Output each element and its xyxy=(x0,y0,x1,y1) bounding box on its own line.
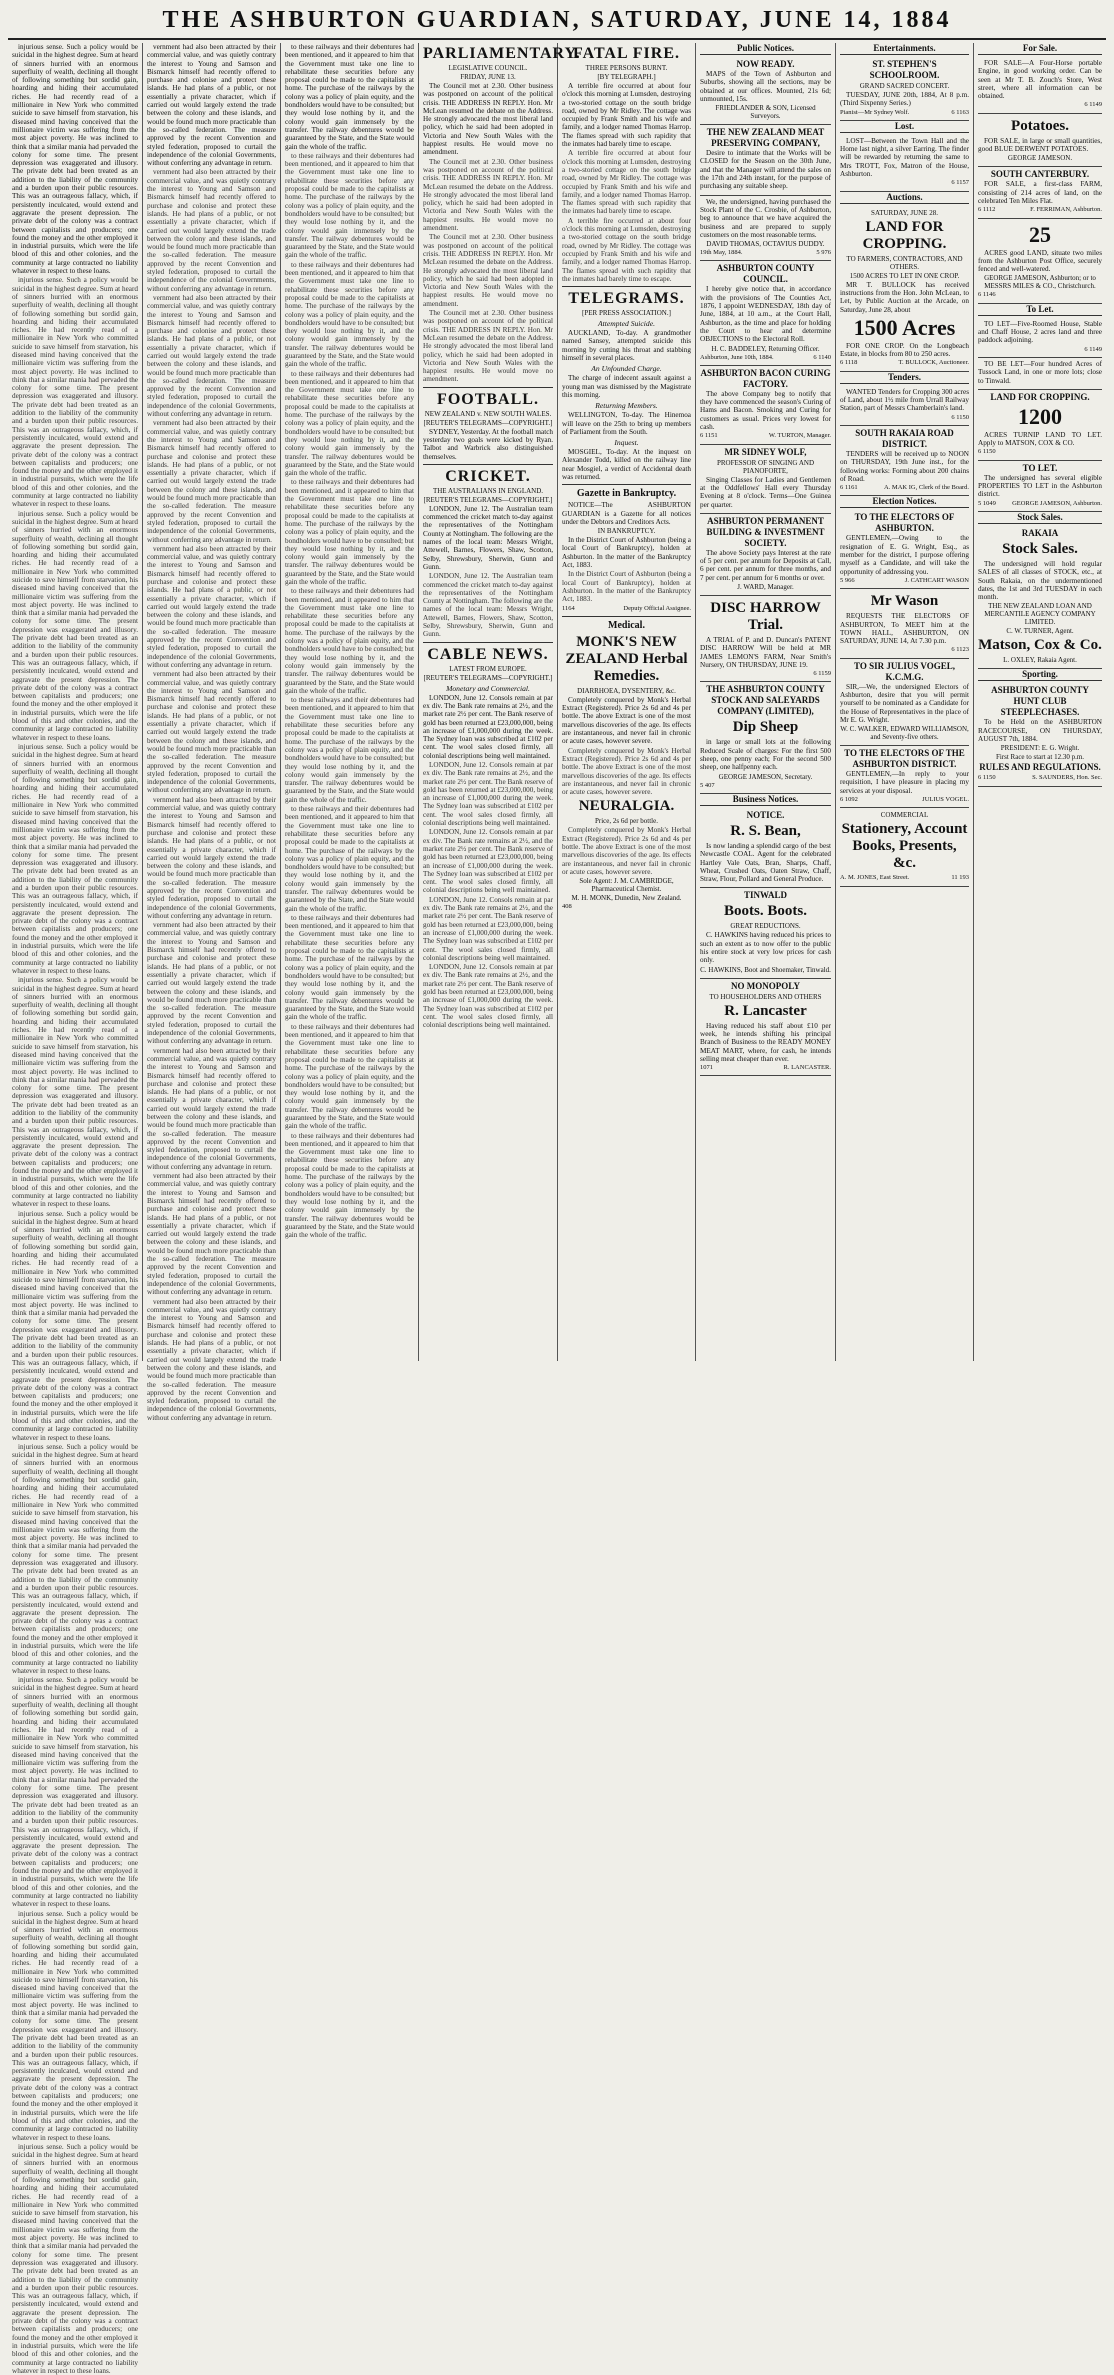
monopoly-title: NO MONOPOLY xyxy=(731,980,800,991)
lancaster-name: R. Lancaster xyxy=(724,1002,807,1019)
auctions-heading: Auctions. xyxy=(840,192,969,204)
maps-text: MAPS of the Town of Ashburton and Suburbs, showing all the sections, may be obtained at our offices. Mounted, 21s 6d; unmounted, 15s. xyxy=(700,70,831,103)
canterbury-ad xyxy=(978,167,1102,218)
column-1 xyxy=(8,43,143,2375)
hunt-no: 6 1150 xyxy=(978,774,996,782)
article-continued: injurious sense. Such a policy would be suicidal in the highest degree. Sum at heard of sinners hurried with an enormous superfluity of wealth, declining all thought of following something but sordid gain, hoarding and hiding their accumulated riches. He had recently read of a millionaire in New York who committed suicide to save himself from starvation, his diseased mind having conceived that the millionaire victim was suffering from the most abject poverty. He was inclined to think that a similar mania had pervaded the colony for some time. The present depression was exaggerated and illusory. The private debt had been treated as an addition to the liability of the community and a burden upon their public resources. This was an outrageous fallacy, which, if persistently inculcated, would extend and aggravate the present depression. The private debt of the colony was a contract between capitalists and producers; one found the money and the other employed it in industrial pursuits, which were the life blood of this and other colonies, and the community at large contracted no liability whatever in respect to these loans. xyxy=(12,1676,138,1909)
bean-text: Is now landing a splendid cargo of the best Newcastle COAL. Agent for the celebrated Hartley Vale Oats, Bran, Sharps, Chaff, Wheat, Crushed Oats, Oaten Straw, Chaff, Straw, Flour, Pollard and General Produce. xyxy=(700,841,831,884)
football-sub: NEW ZEALAND v. NEW SOUTH WALES. xyxy=(424,409,552,418)
article-continued: vernment had also been attracted by their commercial value, and was quietly contrary the interest to Young and Samson and Bismarck himself had recently offered to purchase and colonise and protect these islands. He had plans of a public, or not essentially a private character, which if carried out would largely extend the trade between the colony and these islands, and would be found much more practicable than the so-called federation. The measure approved by the recent Convention and styled federation, proposed to curtail the independence of the colonial Governments, without conferring any advantage in return. xyxy=(147,419,276,544)
meat-ad xyxy=(700,125,831,195)
medical-body: Completely conquered by Monk's Herbal Extract (Registered). Price 2s 6d and 4s per bottle. The above Extract is one of the most marvellous discoveries of the age. Its effects are instantaneous, and never fail in chronic or acute cases, however severe. xyxy=(562,695,691,746)
fire-sub: THREE PERSONS BURNT. xyxy=(585,64,668,72)
county-council-sign: H. C. BADDELEY, Returning Officer. xyxy=(711,344,820,353)
cropping-ad xyxy=(978,390,1102,461)
article-continued: injurious sense. Such a policy would be suicidal in the highest degree. Sum at heard of sinners hurried with an enormous superfluity of wealth, declining all thought of following something but sordid gain, hoarding and hiding their accumulated riches. He had recently read of a millionaire in New York who committed suicide to save himself from starvation, his diseased mind having conceived that the millionaire victim was suffering from the most abject poverty. He was inclined to think that a similar mania had pervaded the colony for some time. The present depression was exaggerated and illusory. The private debt had been treated as an addition to the liability of the community and a burden upon their public resources. This was an outrageous fallacy, which, if persistently inculcated, would extend and aggravate the present depression. The private debt of the colony was a contract between capitalists and producers; one found the money and the other employed it in industrial pursuits, which were the life blood of this and other colonies, and the community at large contracted no liability whatever in respect to these loans. xyxy=(12,509,138,742)
canterbury-sign: F. FERRIMAN, Ashburton. xyxy=(1030,206,1102,214)
vogel-reply-ad xyxy=(840,746,969,808)
divider xyxy=(423,464,553,465)
column-3 xyxy=(281,43,419,1361)
column-5 xyxy=(558,43,696,1361)
stationery-title: COMMERCIAL xyxy=(880,811,929,820)
hunt-title: ASHBURTON COUNTY HUNT CLUB STEEPLECHASES. xyxy=(991,685,1089,718)
bean-notice: NOTICE. xyxy=(746,809,785,820)
cable-continued: LONDON, June 12. Consols remain at par ex div. The Bank rate remains at 2½, and the market rate 2½ per cent. The Bank reserve of gold has been returned at £23,000,000, being an increase of £1,000,000 during the week. The Sydney loan was subscribed at £102 per cent. The wool sales closed firmly, all colonial descriptions being well maintained. xyxy=(423,761,553,828)
hunt-first-race: First Race to start at 12.30 p.m. xyxy=(995,753,1085,762)
telegrams-credit: [PER PRESS ASSOCIATION.] xyxy=(582,309,671,318)
county-council-text: I hereby give notice that, in accordance with the provisions of The Counties Act, 1876, I appoint WEDNESDAY, 18th day of June, 1884, at 10 a.m., at the Court Hall, Ashburton, as the time and place for holding the Court to hear and determine OBJECTIONS to the Electoral Roll. xyxy=(700,285,831,344)
vogel-requisition-ad xyxy=(840,659,969,746)
telegram-body: The charge of indecent assault against a young man was dismissed by the Magistrate this morning. xyxy=(562,374,691,399)
tenders-heading: Tenders. xyxy=(840,372,969,384)
stock-plant-date: 19th May, 1884. xyxy=(700,249,743,257)
bacon-ad xyxy=(700,366,831,445)
fire-continued: A terrible fire occurred at about four o'clock this morning at Lumsden, destroying a two-storied cottage on the south bridge road, owned by Mr Ridley. The cottage was occupied by Frank Smith and his wife and family, and a lodger named Thomas Harrop. The flames spread with such rapidity that the inmates had barely time to escape. xyxy=(562,149,691,216)
acres-ad xyxy=(978,219,1102,304)
cable-continued: LONDON, June 12. Consols remain at par ex div. The Bank rate remains at 2½, and the market rate 2½ per cent. The Bank reserve of gold has been returned at £23,000,000, being an increase of £1,000,000 during the week. The Sydney loan was subscribed at £102 per cent. The wool sales closed firmly, all colonial descriptions being well maintained. xyxy=(423,828,553,895)
boots-name: Boots. Boots. xyxy=(724,903,807,920)
public-notices-heading: Public Notices. xyxy=(700,43,831,55)
cable-continued: LONDON, June 12. Consols remain at par ex div. The Bank rate remains at 2½, and the market rate 2½ per cent. The Bank reserve of gold has been returned at £23,000,000, being an increase of £1,000,000 during the week. The Sydney loan was subscribed at £102 per cent. The wool sales closed firmly, all colonial descriptions being well maintained. xyxy=(423,963,553,1030)
telegram-title: An Unfounded Charge. xyxy=(591,364,662,374)
stationery-sign: A. M. JONES, East Street. xyxy=(840,874,910,882)
stock-sales-text: The undersigned will hold regular SALES of all classes of STOCK, etc., at South Rakaia, on the undermentioned dates, the 1st and 3rd TUESDAY in each month. xyxy=(978,559,1102,602)
potatoes-ad xyxy=(978,114,1102,168)
cable-body: LONDON, June 12. Consols remain at par ex div. The Bank rate remains at 2½, and the market rate 2½ per cent. The Bank reserve of gold has been returned at £23,000,000, being an increase of £1,000,000 during the week. The Sydney loan was subscribed at £102 per cent. The wool sales closed firmly, all colonial descriptions being well maintained. xyxy=(423,693,553,760)
lost-no: 6 1157 xyxy=(951,179,969,187)
medical-footer xyxy=(562,903,691,911)
saleyards-ad xyxy=(700,682,831,793)
vogel-title: TO SIR JULIUS VOGEL, K.C.M.G. xyxy=(853,660,956,682)
entertainments-heading: Entertainments. xyxy=(840,43,969,55)
parliament-date: FRIDAY, JUNE 13. xyxy=(460,73,516,81)
cropping-title: LAND FOR CROPPING. xyxy=(990,391,1090,402)
medical-proprietor: M. H. MONK, Dunedin, New Zealand. xyxy=(571,894,682,903)
gazette-text: NOTICE—The ASHBURTON GUARDIAN is a Gazette for all notices under the Debtors and Creditors Acts. xyxy=(562,501,691,526)
football-heading: FOOTBALL. xyxy=(437,390,539,408)
rakaia-title: RAKAIA xyxy=(1021,527,1059,538)
properties-ad xyxy=(978,461,1102,512)
football-credit: [REUTER'S TELEGRAMS—COPYRIGHT.] xyxy=(423,418,553,427)
matson-sign: L. OXLEY, Rakaia Agent. xyxy=(1003,656,1077,665)
cable-sub: LATEST FROM EUROPE. xyxy=(449,664,527,673)
divider xyxy=(562,484,691,485)
maps-title: NOW READY. xyxy=(736,59,795,69)
bean-ad xyxy=(700,808,831,888)
hunt-rules: RULES AND REGULATIONS. xyxy=(979,762,1101,773)
article-continued: injurious sense. Such a policy would be suicidal in the highest degree. Sum at heard of sinners hurried with an enormous superfluity of wealth, declining all thought of following something but sordid gain, hoarding and hiding their accumulated riches. He had recently read of a millionaire in New York who committed suicide to save himself from starvation, his diseased mind having conceived that the millionaire victim was suffering from the most abject poverty. He was inclined to think that a similar mania had pervaded the colony for some time. The present depression was exaggerated and illusory. The private debt had been treated as an addition to the liability of the community and a burden upon their public resources. This was an outrageous fallacy, which, if persistently inculcated, would extend and aggravate the present depression. The private debt of the colony was a contract between capitalists and producers; one found the money and the other employed it in industrial pursuits, which were the life blood of this and other colonies, and the community at large contracted no liability whatever in respect to these loans. xyxy=(12,2142,138,2375)
saleyards-title: THE ASHBURTON COUNTY STOCK AND SALEYARDS COMPANY (LIMITED), xyxy=(706,684,825,717)
wason-meeting-ad xyxy=(840,589,969,658)
article-continued: vernment had also been attracted by their commercial value, and was quietly contrary the interest to Young and Samson and Bismarck himself had recently offered to purchase and colonise and protect these islands. He had plans of a public, or not essentially a private character, which if carried out would largely extend the trade between the colony and these islands, and would be found much more practicable than the so-called federation. The measure approved by the recent Convention and styled federation, proposed to curtail the independence of the colonial Governments, without conferring any advantage in return. xyxy=(147,921,276,1046)
gazette-heading: Gazette in Bankruptcy. xyxy=(576,488,677,500)
tolet-house-no: 6 1149 xyxy=(1084,345,1102,353)
auction-sign: T. BULLOCK, Auctioneer. xyxy=(898,359,969,367)
wason-text: REQUESTS THE ELECTORS OF ASHBURTON, To MEET him at the TOWN HALL, ASHBURTON, ON SATURDAY, JUNE 14, At 7.30 p.m. xyxy=(840,612,969,646)
gazette-sub: IN BANKRUPTCY. xyxy=(597,527,656,536)
matson-cox: Matson, Cox & Co. xyxy=(978,637,1102,654)
telegram-title: Returning Members. xyxy=(595,401,658,411)
parliament-continued: The Council met at 2.30. Other business was postponed on account of the political crisis. THE ADDRESS IN REPLY. Hon. Mr McLean resumed the debate on the Address. He strongly advocated the most liberal land policy, which he said had been adopted in Victoria and New South Wales with the happiest results. He would move no amendment. xyxy=(423,233,553,308)
lancaster-ad xyxy=(700,979,831,1077)
concert-title: ST. STEPHEN'S SCHOOLROOM. xyxy=(869,59,940,80)
lost-text: LOST—Between the Town Hall and the Home last night, a silver Earring. The finder will be rewarded by returning the same to Mrs TROTT, Fox, Matron of the House, Ashburton. xyxy=(840,136,969,179)
gazette-no: 1164 xyxy=(562,604,575,612)
telegram-body: AUCKLAND, To-day. A grandmother named Sansey, attempted suicide this morning by cutting his throat and stabbing himself in several places. xyxy=(562,329,691,363)
building-society-title: ASHBURTON PERMANENT BUILDING & INVESTMENT SOCIETY. xyxy=(706,515,825,548)
medical-title: MONK'S NEW ZEALAND Herbal Remedies. xyxy=(565,633,688,684)
auction-text: MR T. BULLOCK has received instructions from the Hon. John McLean, to Let, by Public Auction at the Arcade, on Saturday, June 28, about xyxy=(840,280,969,314)
divider xyxy=(562,286,691,287)
engine-ad xyxy=(978,57,1102,114)
medical-body-continued: Completely conquered by Monk's Herbal Extract (Registered). Price 2s 6d and 4s per bottle. The above Extract is one of the most marvellous discoveries of the age. Its effects are instantaneous, and never fail in chronic or acute cases, however severe. xyxy=(562,746,691,797)
rakaia-road-text: TENDERS will be received up to NOON on THURSDAY, 19th June inst., for the following works: Forming about 200 chains of Road. xyxy=(840,449,969,483)
cable-credit: [REUTER'S TELEGRAMS—COPYRIGHT.] xyxy=(423,673,553,682)
to-let-heading: To Let. xyxy=(978,304,1102,316)
county-council-no: 6 1140 xyxy=(813,353,831,361)
gazette-signature: Deputy Official Assignee. xyxy=(623,604,691,612)
vogel-reply-sign: JULIUS VOGEL. xyxy=(922,796,969,804)
medical-agent: Sole Agent: J. M. CAMBRIDGE, Pharmaceutical Chemist. xyxy=(579,877,674,894)
column-6 xyxy=(696,43,836,1361)
bacon-text: The above Company beg to notify that they have commenced the season's Curing of Hams and Bacon. Smoking and Curing for customers as usual. Prices very lowest for cash. xyxy=(700,389,831,432)
canterbury-title: SOUTH CANTERBURY. xyxy=(990,169,1090,180)
tolet-tussock-text: TO BE LET—Four hundred Acres of Tussock Land, in one or more lots; close to Tinwald. xyxy=(978,359,1102,385)
medical-sub: DIARRHOEA, DYSENTERY, &c. xyxy=(577,686,676,695)
wason-title: Mr Wason xyxy=(870,593,939,610)
divider xyxy=(423,642,553,643)
potatoes-text: FOR SALE, in large or small quantities, good BLUE DERWENT POTATOES. xyxy=(978,136,1102,154)
disc-harrow-title: DISC HARROW Trial. xyxy=(710,599,821,633)
article-continued: vernment had also been attracted by their commercial value, and was quietly contrary the interest to Young and Samson and Bismarck himself had recently offered to purchase and colonise and protect these islands. He had plans of a public, or not essentially a private character, which if carried out would largely extend the trade between the colony and these islands, and would be found much more practicable than the so-called federation. The measure approved by the recent Convention and styled federation, proposed to curtail the independence of the colonial Governments, without conferring any advantage in return. xyxy=(147,293,276,419)
sporting-heading: Sporting. xyxy=(978,669,1102,681)
cable-continued: LONDON, June 12. Consols remain at par ex div. The Bank rate remains at 2½, and the market rate 2½ per cent. The Bank reserve of gold has been returned at £23,000,000, being an increase of £1,000,000 during the week. The Sydney loan was subscribed at £102 per cent. The wool sales closed firmly, all colonial descriptions being well maintained. xyxy=(423,895,553,962)
cricket-heading: CRICKET. xyxy=(445,467,531,485)
cricket-body: LONDON, June 12. The Australian team commenced the cricket match to-day against the representatives of the Nottingham County at Nottingham. The following are the names of the local team: Messrs Wright, Attewell, Barnes, Flowers, Shaw, Scotton, Selby, Shrewsbury, Sherwin, Gunn and Gunn. xyxy=(423,504,553,571)
fire-credit: [BY TELEGRAPH.] xyxy=(597,73,656,81)
article-continued: to these railways and their debentures had been mentioned, and it appeared to him that the Government must take one line to rehabilitate these securities before any proposal could be made to the capitalists at home. The purchase of the railways by the colony was a policy of plain equity, and the bondholders would have to be consulted; but they would lose nothing by it, and the colony would gain immensely by the transfer. The railway debentures would be guaranteed by the State, and the State would gain the whole of the traffic. xyxy=(285,1131,414,1240)
wolf-ad xyxy=(700,445,831,514)
boots-sign: C. HAWKINS, Boot and Shoemaker, Tinwald. xyxy=(700,965,831,974)
acres-number: 25 xyxy=(1029,221,1051,247)
divider xyxy=(423,387,553,388)
telegram-body: WELLINGTON, To-day. The Hinemoa will leave on the 25th to bring up members of Parliament from the South. xyxy=(562,411,691,436)
monopoly-sub: TO HOUSEHOLDERS AND OTHERS xyxy=(709,992,822,1001)
article-continued: injurious sense. Such a policy would be suicidal in the highest degree. Sum at heard of sinners hurried with an enormous superfluity of wealth, declining all thought of following something but sordid gain, hoarding and hiding their accumulated riches. He had recently read of a millionaire in New York who committed suicide to save himself from starvation, his diseased mind having conceived that the millionaire victim was suffering from the most abject poverty. He was inclined to think that a similar mania had pervaded the colony for some time. The present depression was exaggerated and illusory. The private debt had been treated as an addition to the liability of the community and a burden upon their public resources. This was an outrageous fallacy, which, if persistently inculcated, would extend and aggravate the present depression. The private debt of the colony was a contract between capitalists and producers; one found the money and the other employed it in industrial pursuits, which were the life blood of this and other colonies, and the community at large contracted no liability whatever in respect to these loans. xyxy=(12,1442,138,1675)
properties-sign: GEORGE JAMESON, Ashburton. xyxy=(1012,499,1102,507)
meat-text: Desire to intimate that the Works will be CLOSED for the Season on the 30th June, and that the Manager will attend the sales on the 17th and 24th instant, for the purpose of purchasing any suitable sheep. xyxy=(700,149,831,191)
article-continued: vernment had also been attracted by their commercial value, and was quietly contrary the interest to Young and Samson and Bismarck himself had recently offered to purchase and colonise and protect these islands. He had plans of a public, or not essentially a private character, which if carried out would largely extend the trade between the colony and these islands, and would be found much more practicable than the so-called federation. The measure approved by the recent Convention and styled federation, proposed to curtail the independence of the colonial Governments, without conferring any advantage in return. xyxy=(147,1046,276,1171)
telegram-title: Attempted Suicide. xyxy=(598,319,655,329)
tenders-no: 6 1150 xyxy=(951,413,969,421)
article-continued: to these railways and their debentures had been mentioned, and it appeared to him that the Government must take one line to rehabilitate these securities before any proposal could be made to the capitalists at home. The purchase of the railways by the colony was a policy of plain equity, and the bondholders would have to be consulted; but they would lose nothing by it, and the colony would gain immensely by the transfer. The railway debentures would be guaranteed by the State, and the State would gain the whole of the traffic. xyxy=(285,587,414,695)
neuralgia-price: Price, 2s 6d per bottle. xyxy=(595,817,658,826)
article-continued: to these railways and their debentures had been mentioned, and it appeared to him that the Government must take one line to rehabilitate these securities before any proposal could be made to the capitalists at home. The purchase of the railways by the colony was a policy of plain equity, and the bondholders would have to be consulted; but they would lose nothing by it, and the colony would gain immensely by the transfer. The railway debentures would be guaranteed by the State, and the State would gain the whole of the traffic. xyxy=(285,805,414,913)
auction-text2: FOR ONE CROP. On the Longbeach Estate, in blocks from 80 to 250 acres. xyxy=(840,341,969,359)
cricket-sub: THE AUSTRALIANS IN ENGLAND. xyxy=(432,486,544,495)
vogel-text: SIR,—We, the undersigned Electors of Ashburton, desire that you will permit yourself to be nominated as a Candidate for the House of Representatives in the place of Mr E. G. Wright. xyxy=(840,682,969,724)
building-society-ad xyxy=(700,514,831,596)
hunt-text: To be Held on the ASHBURTON RACECOURSE, ON THURSDAY, AUGUST 7th, 1884. xyxy=(978,718,1102,743)
potatoes-sign: GEORGE JAMESON. xyxy=(1007,154,1073,163)
cropping-no: 6 1150 xyxy=(978,448,996,456)
parliament-body: The Council met at 2.30. Other business was postponed on account of the political crisis. THE ADDRESS IN REPLY. Hon. Mr McLean resumed the debate on the Address. He strongly advocated the most liberal land policy, which he said had been adopted in Victoria and New South Wales with the happiest results. He would move no amendment. xyxy=(423,82,553,157)
masthead: THE ASHBURTON GUARDIAN, SATURDAY, JUNE 14, 1884 xyxy=(8,6,1106,40)
bean-name: R. S. Bean, xyxy=(730,822,801,839)
hunt-president: PRESIDENT: E. G. Wright. xyxy=(1000,744,1080,753)
cropping-auction-ad xyxy=(840,206,969,372)
boots-text: C. HAWKINS having reduced his prices to such an extent as to now offer to the public his entire stock at very low prices for cash only. xyxy=(700,931,831,965)
rakaia-stock-ad xyxy=(978,526,1102,669)
article-continued: to these railways and their debentures had been mentioned, and it appeared to him that the Government must take one line to rehabilitate these securities before any proposal could be made to the capitalists at home. The purchase of the railways by the colony was a policy of plain equity, and the bondholders would have to be consulted; but they would lose nothing by it, and the colony would gain immensely by the transfer. The railway debentures would be guaranteed by the State, and the State would gain the whole of the traffic. xyxy=(285,478,414,586)
article-continued: to these railways and their debentures had been mentioned, and it appeared to him that the Government must take one line to rehabilitate these securities before any proposal could be made to the capitalists at home. The purchase of the railways by the colony was a policy of plain equity, and the bondholders would have to be consulted; but they would lose nothing by it, and the colony would gain immensely by the transfer. The railway debentures would be guaranteed by the State, and the State would gain the whole of the traffic. xyxy=(285,1022,414,1131)
column-7 xyxy=(836,43,974,1361)
telegram-body: MOSGIEL, To-day. At the inquest on Alexander Todd, killed on the railway line near Mosgiel, a verdict of Accidental death was returned. xyxy=(562,448,691,481)
canterbury-text: FOR SALE, a first-class FARM, consisting of 214 acres of land, on the celebrated Ten Miles Flat. xyxy=(978,180,1102,205)
electors-title: TO THE ELECTORS OF ASHBURTON. xyxy=(854,512,955,534)
election-heading: Election Notices. xyxy=(840,496,969,508)
article-continued: to these railways and their debentures had been mentioned, and it appeared to him that the Government must take one line to rehabilitate these securities before any proposal could be made to the capitalists at home. The purchase of the railways by the colony was a policy of plain equity, and the bondholders would have to be consulted; but they would lose nothing by it, and the colony would gain immensely by the transfer. The railway debentures would be guaranteed by the State, and the State would gain the whole of the traffic. xyxy=(285,260,414,369)
article-continued: injurious sense. Such a policy would be suicidal in the highest degree. Sum at heard of sinners hurried with an enormous superfluity of wealth, declining all thought of following something but sordid gain, hoarding and hiding their accumulated riches. He had recently read of a millionaire in New York who committed suicide to save himself from starvation, his diseased mind having conceived that the millionaire victim was suffering from the most abject poverty. He was inclined to think that a similar mania had pervaded the colony for some time. The present depression was exaggerated and illusory. The private debt had been treated as an addition to the liability of the community and a burden upon their public resources. This was an outrageous fallacy, which, if persistently inculcated, would extend and aggravate the present depression. The private debt of the colony was a contract between capitalists and producers; one found the money and the other employed it in industrial pursuits, which were the life blood of this and other colonies, and the community at large contracted no liability whatever in respect to these loans. xyxy=(12,276,138,509)
medical-body-continued: Completely conquered by Monk's Herbal Extract (Registered). Price 2s 6d and 4s per bottle. The above Extract is one of the most marvellous discoveries of the age. Its effects are instantaneous, and never fail in chronic or acute cases, however severe. xyxy=(562,826,691,876)
article-body: vernment had also been attracted by their commercial value, and was quietly contrary the interest to Young and Samson and Bismarck himself had recently offered to purchase and colonise and protect these islands. He had plans of a public, or not essentially a private character, which if carried out would largely extend the trade between the colony and these islands, and would be found much more practicable than the so-called federation. The measure approved by the recent Convention and styled federation, proposed to curtail the independence of the colonial Governments, without conferring any advantage in return. xyxy=(147,43,276,168)
boots-ad xyxy=(700,888,831,978)
auction-sub2: 1500 ACRES TO LET IN ONE CROP. xyxy=(849,271,960,280)
nz-loan: THE NEW ZEALAND LOAN AND MERCANTILE AGENCY COMPANY LIMITED. xyxy=(984,602,1096,627)
electors-sign: J. CATHCART WASON xyxy=(904,576,969,584)
cable-heading: CABLE NEWS. xyxy=(427,645,549,663)
lancaster-no: 1071 xyxy=(700,1064,713,1072)
acres-text: ACRES good LAND, situate two miles from the Ashburton Post Office, securely fenced and well-watered. xyxy=(978,248,1102,274)
stationery-no: 11 193 xyxy=(951,874,969,882)
bacon-sign: W. TURTON, Manager. xyxy=(768,432,831,440)
bacon-no: 6 1151 xyxy=(700,432,718,440)
column-2 xyxy=(143,43,281,1422)
saleyards-no: 5 407 xyxy=(700,781,715,789)
article-continued: vernment had also been attracted by their commercial value, and was quietly contrary the interest to Young and Samson and Bismarck himself had recently offered to purchase and colonise and protect these islands. He had plans of a public, or not essentially a private character, which if carried out would largely extend the trade between the colony and these islands, and would be found much more practicable than the so-called federation. The measure approved by the recent Convention and styled federation, proposed to curtail the independence of the colonial Governments, without conferring any advantage in return. xyxy=(147,1297,276,1422)
rakaia-road-sign: A. MAK IG, Clerk of the Board. xyxy=(883,484,969,492)
properties-no: 5 1049 xyxy=(978,499,996,507)
divider xyxy=(562,616,691,617)
article-continued: injurious sense. Such a policy would be suicidal in the highest degree. Sum at heard of sinners hurried with an enormous superfluity of wealth, declining all thought of following something but sordid gain, hoarding and hiding their accumulated riches. He had recently read of a millionaire in New York who committed suicide to save himself from starvation, his diseased mind having conceived that the millionaire victim was suffering from the most abject poverty. He was inclined to think that a similar mania had pervaded the colony for some time. The present depression was exaggerated and illusory. The private debt had been treated as an addition to the liability of the community and a burden upon their public resources. This was an outrageous fallacy, which, if persistently inculcated, would extend and aggravate the present depression. The private debt of the colony was a contract between capitalists and producers; one found the money and the other employed it in industrial pursuits, which were the life blood of this and other colonies, and the community at large contracted no liability whatever in respect to these loans. xyxy=(12,976,138,1209)
football-body: SYDNEY, Yesterday. At the football match yesterday two goals were kicked by Ryan. Talbot and Warbrick also distinguished themselves. xyxy=(423,427,553,461)
gazette-notice-continued: In the District Court of Ashburton (being a local Court of Bankruptcy), holden at Ashburton. In the matter of the Bankruptcy Act, 1883. xyxy=(562,570,691,604)
columns xyxy=(8,43,1106,2375)
hunt-club-ad xyxy=(978,683,1102,786)
article-continued: to these railways and their debentures had been mentioned, and it appeared to him that the Government must take one line to rehabilitate these securities before any proposal could be made to the capitalists at home. The purchase of the railways by the colony was a policy of plain equity, and the bondholders would have to be consulted; but they would lose nothing by it, and the colony would gain immensely by the transfer. The railway debentures would be guaranteed by the State, and the State would gain the whole of the traffic. xyxy=(285,913,414,1022)
auction-date: SATURDAY, JUNE 28. xyxy=(871,208,938,217)
hunt-sign: S. SAUNDERS, Hon. Sec. xyxy=(1032,774,1102,782)
stock-plant-sign: DAVID THOMAS, OCTAVIUS DUDDY. xyxy=(706,240,825,249)
boots-tinwald: TINWALD xyxy=(743,890,787,901)
cricket-continued: LONDON, June 12. The Australian team commenced the cricket match to-day against the representatives of the Nottingham County at Nottingham. The following are the names of the local team: Messrs Wright, Attewell, Barnes, Flowers, Shaw, Scotton, Selby, Shrewsbury, Sherwin, Gunn and Gunn. xyxy=(423,572,553,639)
wolf-text: Singing Classes for Ladies and Gentlemen at the Oddfellows' Hall every Thursday Evening at 8 o'clock. Terms—One Guinea per quarter. xyxy=(700,475,831,509)
gazette-notice: In the District Court of Ashburton (being a local Court of Bankruptcy), holden at Ashburton. In the matter of the Bankruptcy Act, 1883. xyxy=(562,536,691,570)
article-continued: injurious sense. Such a policy would be suicidal in the highest degree. Sum at heard of sinners hurried with an enormous superfluity of wealth, declining all thought of following something but sordid gain, hoarding and hiding their accumulated riches. He had recently read of a millionaire in New York who committed suicide to save himself from starvation, his diseased mind having conceived that the millionaire victim was suffering from the most abject poverty. He was inclined to think that a similar mania had pervaded the colony for some time. The present depression was exaggerated and illusory. The private debt had been treated as an addition to the liability of the community and a burden upon their public resources. This was an outrageous fallacy, which, if persistently inculcated, would extend and aggravate the present depression. The private debt of the colony was a contract between capitalists and producers; one found the money and the other employed it in industrial pursuits, which were the life blood of this and other colonies, and the community at large contracted no liability whatever in respect to these loans. xyxy=(12,1209,138,1442)
bacon-title: ASHBURTON BACON CURING FACTORY. xyxy=(700,367,831,389)
auction-sub: TO FARMERS, CONTRACTORS, AND OTHERS. xyxy=(846,254,963,271)
wason-electors-ad xyxy=(840,510,969,589)
lost-heading: Lost. xyxy=(840,121,969,133)
building-society-sign: J. WARD, Manager. xyxy=(737,582,794,591)
stock-plant-text: We, the undersigned, having purchased the Stock Plant of the C. Crosbie, of Ashburton, beg to announce that we have acquired the business and are prepared to supply customers on the most reasonable terms. xyxy=(700,197,831,239)
parliament-continued: The Council met at 2.30. Other business was postponed on account of the political crisis. THE ADDRESS IN REPLY. Hon. Mr McLean resumed the debate on the Address. He strongly advocated the most liberal land policy, which he said had been adopted in Victoria and New South Wales with the happiest results. He would move no amendment. xyxy=(423,309,553,384)
concert-text: TUESDAY, JUNE 20th, 1884, At 8 p.m. (Third Sixpenny Series.) xyxy=(840,91,969,108)
disc-harrow-no: 6 1159 xyxy=(813,670,831,678)
stock-sales-heading: Stock Sales. xyxy=(978,512,1102,524)
maps-ad xyxy=(700,57,831,125)
electors-no: 5 966 xyxy=(840,576,855,584)
article-continued: to these railways and their debentures had been mentioned, and it appeared to him that the Government must take one line to rehabilitate these securities before any proposal could be made to the capitalists at home. The purchase of the railways by the colony was a policy of plain equity, and the bondholders would have to be consulted; but they would lose nothing by it, and the colony would gain immensely by the transfer. The railway debentures would be guaranteed by the State, and the State would gain the whole of the traffic. xyxy=(285,151,414,260)
article-body: injurious sense. Such a policy would be suicidal in the highest degree. Sum at heard of sinners hurried with an enormous superfluity of wealth, declining all thought of following something but sordid gain, hoarding and hiding their accumulated riches. He had recently read of a millionaire in New York who committed suicide to save himself from starvation, his diseased mind having conceived that the millionaire victim was suffering from the most abject poverty. He was inclined to think that a similar mania had pervaded the colony for some time. The present depression was exaggerated and illusory. The private debt had been treated as an addition to the liability of the community and a burden upon their public resources. This was an outrageous fallacy, which, if persistently inculcated, would extend and aggravate the present depression. The private debt of the colony was a contract between capitalists and producers; one found the money and the other employed it in industrial pursuits, which were the life blood of this and other colonies, and the community at large contracted no liability whatever in respect to these loans. xyxy=(12,43,138,276)
article-continued: to these railways and their debentures had been mentioned, and it appeared to him that the Government must take one line to rehabilitate these securities before any proposal could be made to the capitalists at home. The purchase of the railways by the colony was a policy of plain equity, and the bondholders would have to be consulted; but they would lose nothing by it, and the colony would gain immensely by the transfer. The railway debentures would be guaranteed by the State, and the State would gain the whole of the traffic. xyxy=(285,696,414,804)
dip-sheep: Dip Sheep xyxy=(732,719,799,736)
boots-sub: GREAT REDUCTIONS. xyxy=(730,922,801,931)
cropping-number: 1200 xyxy=(1018,403,1062,429)
concert-ad xyxy=(840,57,969,121)
for-sale-heading: For Sale. xyxy=(978,43,1102,55)
medical-no: 408 xyxy=(562,903,572,911)
wason-no: 6 1123 xyxy=(951,646,969,654)
fire-continued: A terrible fire occurred at about four o'clock this morning at Lumsden, destroying a two-storied cottage on the south bridge road, owned by Mr Ridley. The cottage was occupied by Frank Smith and his wife and family, and a lodger named Thomas Harrop. The flames spread with such rapidity that the inmates had barely time to escape. xyxy=(562,216,691,283)
medical-heading: Medical. xyxy=(608,619,645,631)
concert-sign: Pianist—Mr Sydney Wolf. xyxy=(840,108,910,116)
cable-section: Monetary and Commercial. xyxy=(446,683,530,693)
engine-no: 6 1149 xyxy=(1084,101,1102,109)
stock-plant-ad xyxy=(700,196,831,262)
electors-text: GENTLEMEN,—Owing to the resignation of E. G. Wright, Esq., as member for the district, I purpose offering myself as a Candidate, and will take the opportunity of addressing you. xyxy=(840,534,969,576)
lancaster-sign: R. LANCASTER. xyxy=(783,1064,831,1072)
article-continued: vernment had also been attracted by their commercial value, and was quietly contrary the interest to Young and Samson and Bismarck himself had recently offered to purchase and colonise and protect these islands. He had plans of a public, or not essentially a private character, which if carried out would largely extend the trade between the colony and these islands, and would be found much more practicable than the so-called federation. The measure approved by the recent Convention and styled federation, proposed to curtail the independence of the colonial Governments, without conferring any advantage in return. xyxy=(147,795,276,920)
article-continued: vernment had also been attracted by their commercial value, and was quietly contrary the interest to Young and Samson and Bismarck himself had recently offered to purchase and colonise and protect these islands. He had plans of a public, or not essentially a private character, which if carried out would largely extend the trade between the colony and these islands, and would be found much more practicable than the so-called federation. The measure approved by the recent Convention and styled federation, proposed to curtail the independence of the colonial Governments, without conferring any advantage in return. xyxy=(147,168,276,293)
article-continued: vernment had also been attracted by their commercial value, and was quietly contrary the interest to Young and Samson and Bismarck himself had recently offered to purchase and colonise and protect these islands. He had plans of a public, or not essentially a private character, which if carried out would largely extend the trade between the colony and these islands, and would be found much more practicable than the so-called federation. The measure approved by the recent Convention and styled federation, proposed to curtail the independence of the colonial Governments, without conferring any advantage in return. xyxy=(147,670,276,795)
stock-plant-no: 5 976 xyxy=(816,249,831,257)
wolf-title: MR SIDNEY WOLF, xyxy=(724,446,807,457)
disc-harrow-text: A TRIAL of P. and D. Duncan's PATENT DISC HARROW Will be held at MR JAMES LEMON'S FARM, Near Smith's Nursery, ON THURSDAY, JUNE 19. xyxy=(700,635,831,669)
parliament-heading: PARLIAMENTARY. xyxy=(423,45,581,62)
tolet-house-text: TO LET—Five-Roomed House, Stable and Chaff House, 2 acres land and three paddock adjoining. xyxy=(978,319,1102,345)
article-continued: injurious sense. Such a policy would be suicidal in the highest degree. Sum at heard of sinners hurried with an enormous superfluity of wealth, declining all thought of following something but sordid gain, hoarding and hiding their accumulated riches. He had recently read of a millionaire in New York who committed suicide to save himself from starvation, his diseased mind having conceived that the millionaire victim was suffering from the most abject poverty. He was inclined to think that a similar mania had pervaded the colony for some time. The present depression was exaggerated and illusory. The private debt had been treated as an addition to the liability of the community and a burden upon their public resources. This was an outrageous fallacy, which, if persistently inculcated, would extend and aggravate the present depression. The private debt of the colony was a contract between capitalists and producers; one found the money and the other employed it in industrial pursuits, which were the life blood of this and other colonies, and the community at large contracted no liability whatever in respect to these loans. xyxy=(12,742,138,975)
article-continued: to these railways and their debentures had been mentioned, and it appeared to him that the Government must take one line to rehabilitate these securities before any proposal could be made to the capitalists at home. The purchase of the railways by the colony was a policy of plain equity, and the bondholders would have to be consulted; but they would lose nothing by it, and the colony would gain immensely by the transfer. The railway debentures would be guaranteed by the State, and the State would gain the whole of the traffic. xyxy=(285,369,414,478)
building-society-text: The above Society pays Interest at the rate of 5 per cent. per annum for Deposits at Call, 6 per cent. per annum for three months, and 7 per cent. per annum for 6 months or over. xyxy=(700,548,831,582)
fire-heading: FATAL FIRE. xyxy=(572,45,680,62)
telegrams-heading: TELEGRAMS. xyxy=(568,290,685,308)
disc-harrow-ad xyxy=(700,596,831,682)
stationery-ad xyxy=(840,808,969,886)
column-8 xyxy=(974,43,1106,1361)
nz-loan-sign: C. W. TURNER, Agent. xyxy=(1006,627,1074,636)
tolet-tussock-ad xyxy=(978,358,1102,390)
business-notices-heading: Business Notices. xyxy=(700,794,831,806)
auction-no: 6 1118 xyxy=(840,359,858,367)
tolet-house-ad xyxy=(978,318,1102,358)
article-continued: vernment had also been attracted by their commercial value, and was quietly contrary the interest to Young and Samson and Bismarck himself had recently offered to purchase and colonise and protect these islands. He had plans of a public, or not essentially a private character, which if carried out would largely extend the trade between the colony and these islands, and would be found much more practicable than the so-called federation. The measure approved by the recent Convention and styled federation, proposed to curtail the independence of the colonial Governments, without conferring any advantage in return. xyxy=(147,1172,276,1297)
concert-sub: GRAND SACRED CONCERT. xyxy=(859,82,950,90)
acres-sign: GEORGE JAMESON, Ashburton; or to MESSRS MILES & CO., Christchurch. xyxy=(984,274,1096,291)
article-continued: vernment had also been attracted by their commercial value, and was quietly contrary the interest to Young and Samson and Bismarck himself had recently offered to purchase and colonise and protect these islands. He had plans of a public, or not essentially a private character, which if carried out would largely extend the trade between the colony and these islands, and would be found much more practicable than the so-called federation. The measure approved by the recent Convention and styled federation, proposed to curtail the independence of the colonial Governments, without conferring any advantage in return. xyxy=(147,544,276,669)
maps-sign: FRIEDLANDER & SON, Licensed Surveyors. xyxy=(715,104,816,121)
meat-title: THE NEW ZEALAND MEAT PRESERVING COMPANY, xyxy=(706,127,825,149)
gazette-footer xyxy=(562,605,691,613)
auction-acres: 1500 Acres xyxy=(853,314,956,340)
cropping-text: ACRES TURNIP LAND TO LET. Apply to MATSON, COX & CO. xyxy=(978,430,1102,448)
county-council-title: ASHBURTON COUNTY COUNCIL. xyxy=(716,263,815,285)
parliament-subheading: LEGISLATIVE COUNCIL. xyxy=(448,64,528,72)
cricket-credit: [REUTER'S TELEGRAMS—COPYRIGHT.] xyxy=(423,495,553,504)
vogel-reply-no: 6 1092 xyxy=(840,796,858,804)
stock-sales-big: Stock Sales. xyxy=(1002,540,1078,557)
neuralgia-title: NEURALGIA. xyxy=(578,798,675,815)
lancaster-text: Having reduced his staff about £10 per week, he intends shifting his principal Branch of Business to the READY MONEY MEAT MART, where, for cash, he intends selling meat cheaper than ever. xyxy=(700,1021,831,1063)
lost-ad xyxy=(840,135,969,192)
vogel-reply-text: GENTLEMEN,—In reply to your requisition, I have pleasure in placing my services at your disposal. xyxy=(840,770,969,795)
tenders-text: WANTED Tenders for Cropping 300 acres of Land, about 1½ mile from Urrall Railway Station, part of Messrs Chamberlain's land. xyxy=(840,387,969,413)
rakaia-road-title: SOUTH RAKAIA ROAD DISTRICT. xyxy=(855,427,954,449)
tenders-ad xyxy=(840,386,969,426)
canterbury-no: 6 1112 xyxy=(978,206,996,214)
stationery-big: Stationery, Account Books, Presents, &c. xyxy=(841,821,968,872)
rakaia-road-no: 6 1161 xyxy=(840,484,858,492)
fire-body: A terrible fire occurred at about four o'clock this morning at Lumsden, destroying a two-storied cottage on the south bridge road, owned by Mr Ridley. The cottage was occupied by Frank Smith and his wife and family, and a lodger named Thomas Harrop. The flames spread with such rapidity that the inmates had barely time to escape. xyxy=(562,82,691,149)
article-continued: injurious sense. Such a policy would be suicidal in the highest degree. Sum at heard of sinners hurried with an enormous superfluity of wealth, declining all thought of following something but sordid gain, hoarding and hiding their accumulated riches. He had recently read of a millionaire in New York who committed suicide to save himself from starvation, his diseased mind having conceived that the millionaire victim was suffering from the most abject poverty. He was inclined to think that a similar mania had pervaded the colony for some time. The present depression was exaggerated and illusory. The private debt had been treated as an addition to the liability of the community and a burden upon their public resources. This was an outrageous fallacy, which, if persistently inculcated, would extend and aggravate the present depression. The private debt of the colony was a contract between capitalists and producers; one found the money and the other employed it in industrial pursuits, which were the life blood of this and other colonies, and the community at large contracted no liability whatever in respect to these loans. xyxy=(12,1909,138,2142)
properties-text: The undersigned has several eligible PROPERTIES TO LET in the Ashburton district. xyxy=(978,473,1102,499)
telegram-title: Inquest. xyxy=(614,438,639,448)
county-council-ad xyxy=(700,261,831,365)
county-council-date: Ashburton, June 10th, 1884. xyxy=(700,353,774,361)
wolf-sub: PROFESSOR OF SINGING AND PIANOFORTE, xyxy=(716,458,815,475)
engine-text: FOR SALE—A Four-Horse portable Engine, in good working order. Can be seen at Mr T. B. Zouch's Store, West street, where all information can be obtained. xyxy=(978,59,1102,101)
concert-no: 6 1163 xyxy=(951,108,969,116)
saleyards-sign: GEORGE JAMESON, Secretary. xyxy=(718,772,813,781)
vogel-reply-title: TO THE ELECTORS OF THE ASHBURTON DISTRICT. xyxy=(844,748,965,770)
rakaia-road-ad xyxy=(840,426,969,496)
auction-title: LAND FOR CROPPING. xyxy=(862,218,947,252)
acres-no: 6 1146 xyxy=(978,291,996,299)
parliament-continued: The Council met at 2.30. Other business was postponed on account of the political crisis. THE ADDRESS IN REPLY. Hon. Mr McLean resumed the debate on the Address. He strongly advocated the most liberal land policy, which he said had been adopted in Victoria and New South Wales with the happiest results. He would move no amendment. xyxy=(423,157,553,233)
saleyards-text: in large or small lots at the following Reduced Scale of charges: For the first 500 sheep, one penny each; For the second 500 sheep, one halfpenny each. xyxy=(700,738,831,772)
vogel-sign: W. C. WALKER, EDWARD WILLIAMSON, and Seventy-five others. xyxy=(840,725,969,742)
potatoes-title: Potatoes. xyxy=(1011,117,1069,134)
article-body: to these railways and their debentures had been mentioned, and it appeared to him that the Government must take one line to rehabilitate these securities before any proposal could be made to the capitalists at home. The purchase of the railways by the colony was a policy of plain equity, and the bondholders would have to be consulted; but they would lose nothing by it, and the colony would gain immensely by the transfer. The railway debentures would be guaranteed by the State, and the State would gain the whole of the traffic. xyxy=(285,43,414,151)
properties-title: TO LET. xyxy=(1022,462,1058,473)
